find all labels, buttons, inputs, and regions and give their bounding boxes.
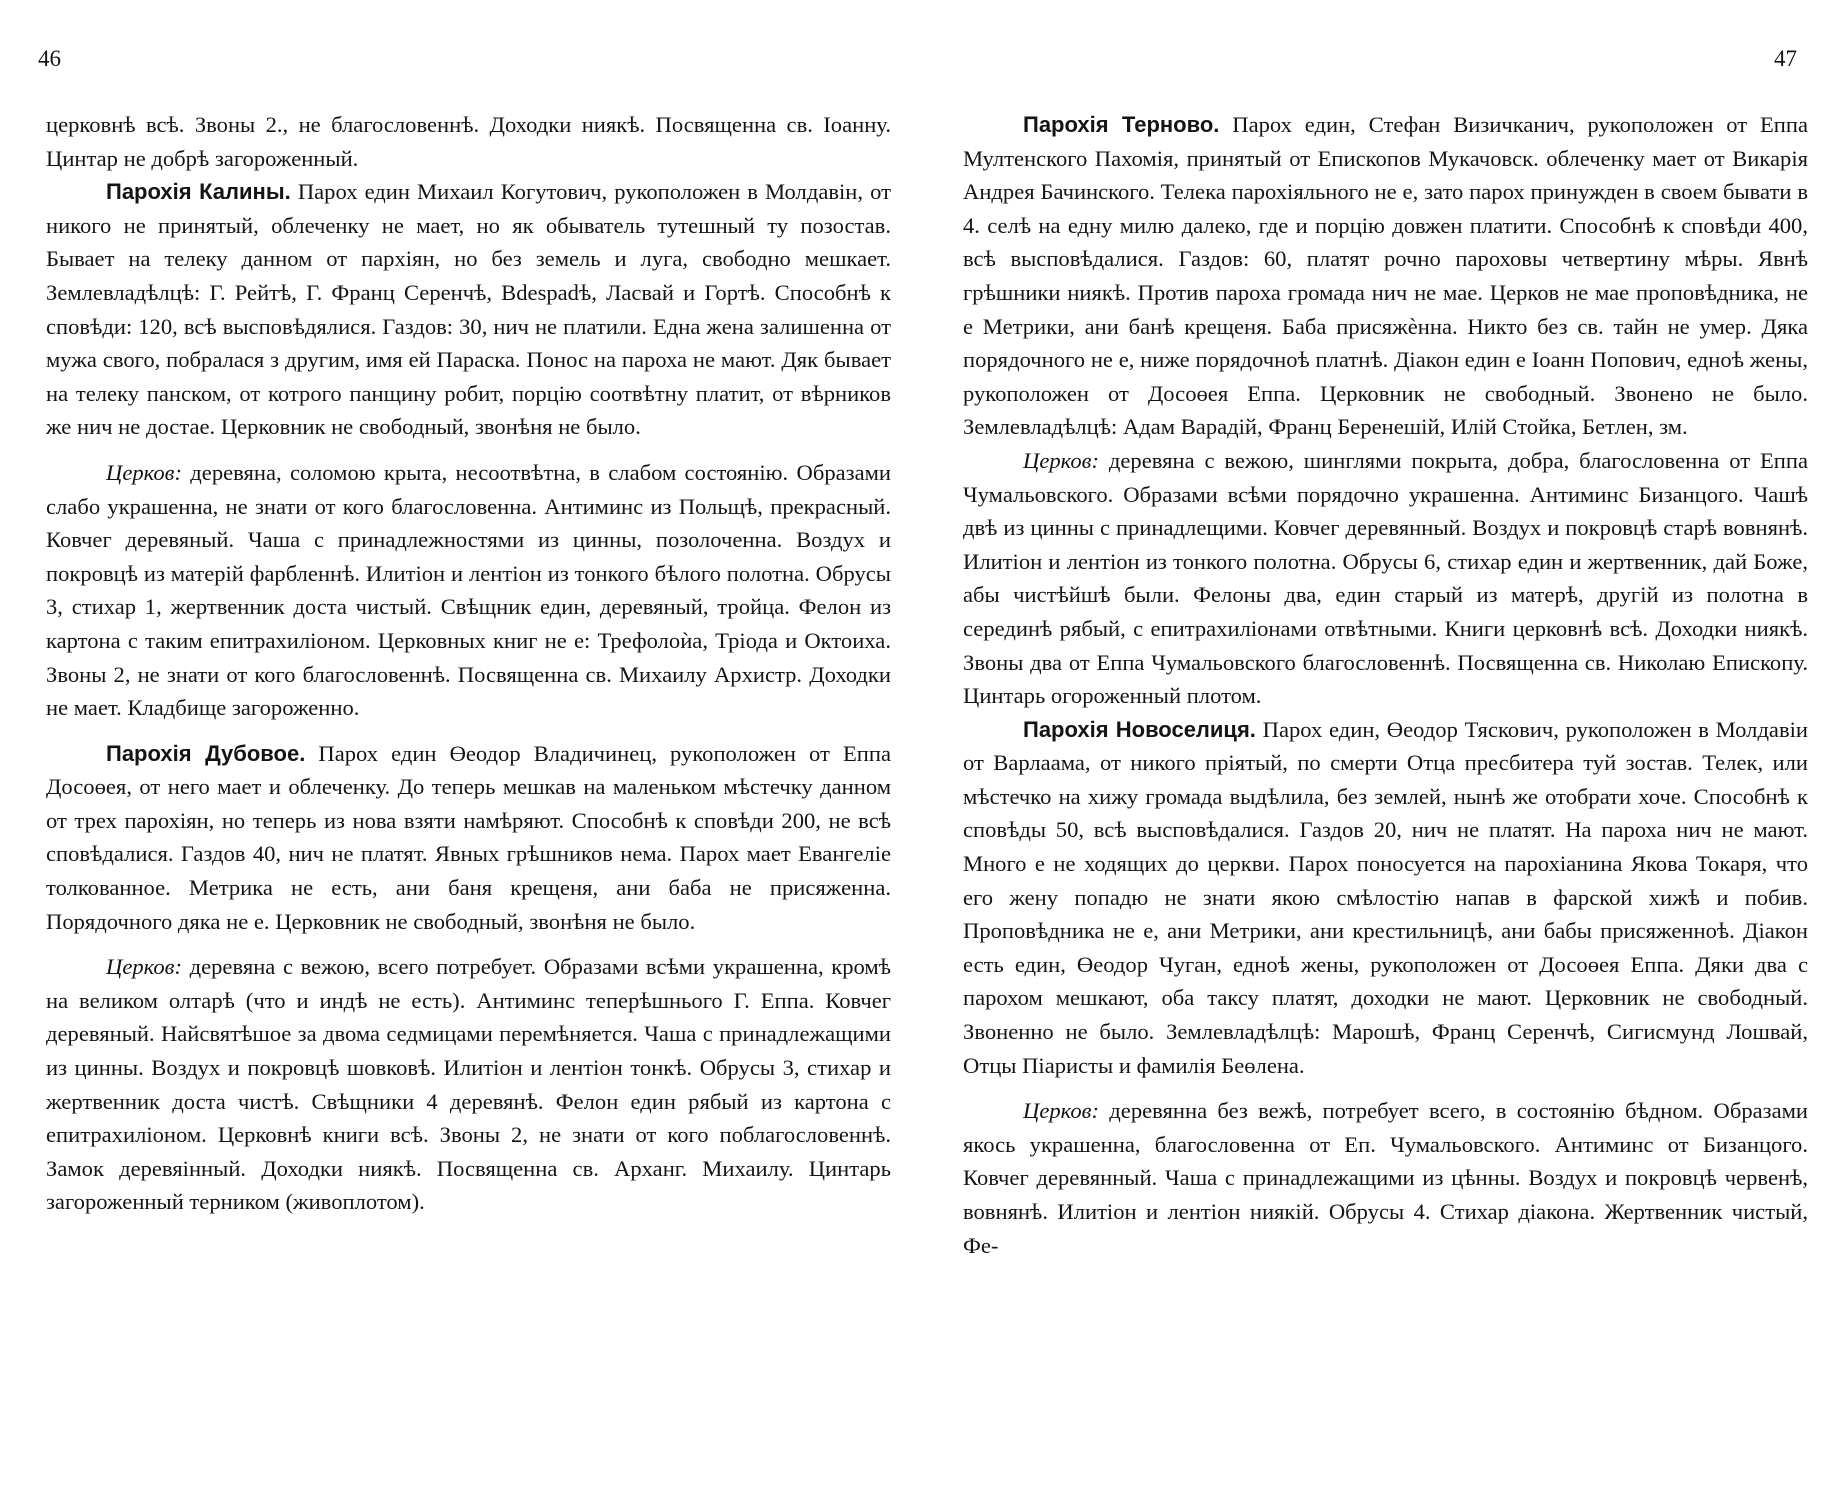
- page-number-right: 47: [1774, 46, 1797, 71]
- paragraph-parish-kaliny: [46, 175, 891, 444]
- paragraph-church-ternovo: [963, 444, 1808, 713]
- parish-heading: Парохія Новоселиця.: [1023, 716, 1256, 742]
- paragraph-text: деревянна без вежѣ, потребует всего, в состоянію бѣдном. Образами якось украшенна, благословенна от Еп. Чумальовского. Антиминс от Бизанцого. Ковчег деревянный. Чаша с принадлежащими из цѣнны. Воздух и покровцѣ червенѣ, вовнянѣ. Илитіон и лентіон ниякій. Обрусы 4. Стихар діакона. Жертвенник чистый, Фе-: [963, 1098, 1808, 1258]
- paragraph-continuation: [46, 108, 891, 175]
- paragraph-parish-ternovo: [963, 108, 1808, 444]
- page-number-left: 46: [38, 46, 61, 71]
- right-text-column: [963, 108, 1808, 1262]
- paragraph-church-kaliny: [46, 456, 891, 725]
- paragraph-text: Парох един Михаил Когутович, рукоположен в Молдавін, от никого не принятый, облеченку не мает, но як обыватель тутешный ту позостав. Бывает на телеку данном от пархіян, но без земель и луга, свободно мешкает. Землевладѣлцѣ: Г. Рейтѣ, Г. Франц Серенчѣ, Вdespadѣ, Ласвай и Гортѣ. Способнѣ к сповѣди: 120, всѣ высповѣдялися. Газдов: 30, нич не платили. Една жена залишенна от мужа свого, побралася з другим, имя ей Параска. Понос на пароха не мают. Дяк бывает на телеку панском, от котрого панщину робит, порцію соотвѣтну платит, от вѣрников же нич не достае. Церковник не свободный, звонѣня не было.: [46, 179, 891, 440]
- paragraph-church-novoselytsia: [963, 1094, 1808, 1262]
- paragraph-text: Парох един, Өеодор Тяскович, рукоположен в Молдавіи от Варлаама, от никого пріятый, по смерти Отца пресбитера туй зостав. Телек, или мѣстечко на хижу громада выдѣлила, без землей, нынѣ же отобрати хоче. Способнѣ к сповѣды 50, всѣ высповѣдалися. Газдов 20, нич не платят. На пароха нич не мают. Много е не ходящих до церкви. Парох поносуется на парохіанина Якова Токаря, что его жену попадю не знати якою смѣлостію напав в фарской хижѣ и побив. Проповѣдника не е, ани Метрики, ани крестильницѣ, ани бабы присяженноѣ. Діакон есть един, Өеодор Чуган, едноѣ жены, рукоположен от Досоөея Еппа. Дяки два с парохом мешкают, оба таксу платят, доходки не мают. Церковник не свободный. Звоненно не было. Землевладѣлцѣ: Марошѣ, Франц Серенчѣ, Сигисмунд Лошвай, Отцы Піаристы и фамилія Беөлена.: [963, 716, 1808, 1078]
- paragraph-text: деревяна с вежою, шинглями покрыта, добра, благословенна от Еппа Чумальовского. Образами всѣми порядочно украшенна. Антиминс Бизанцого. Чашѣ двѣ из цинны с принадлещими. Ковчег деревянный. Воздух и покровцѣ старѣ вовнянѣ. Илитіон и лентіон из тонкого полотна. Обрусы 6, стихар един и жертвенник, дай Боже, абы чистѣйшѣ были. Фелоны два, един старый из матерѣ, другій из полотна в серединѣ рябый, с епитрахиліонами отвѣтными. Книги церковнѣ всѣ. Доходки ниякѣ. Звоны два от Еппа Чумальовского благословеннѣ. Посвященна св. Николаю Епископу. Цинтарь огороженный плотом.: [963, 447, 1808, 709]
- church-heading: Церков:: [1023, 447, 1099, 473]
- paragraph-text: Парох един, Стефан Визичканич, рукоположен от Еппа Мултенского Пахомія, принятый от Епископов Мукачовск. облеченку мает от Викарія Андрея Бачинского. Телека парохіяльного не е, зато парох принужден в своем бывати в 4. селѣ на едну милю далеко, где и порцію довжен платити. Способнѣ к сповѣди 400, всѣ высповѣдалися. Газдов: 60, платят рочно пароховы четвертину мѣры. Явнѣ грѣшники ниякѣ. Против пароха громада нич не мае. Церков не мае проповѣдника, не е Метрики, ани банѣ крещеня. Баба присяжѐнна. Никто без св. тайн не умер. Дяка порядочного не е, ниже порядочноѣ платнѣ. Діакон един е Іоанн Попович, едноѣ жены, рукоположен от Досоөея Еппа. Церковник не свободный. Звонено не было. Землевладѣлцѣ: Адам Варадій, Франц Беренешій, Илій Стойка, Бетлен, зм.: [963, 112, 1808, 440]
- parish-heading: Парохія Терново.: [1023, 112, 1220, 137]
- left-text-column: [46, 108, 891, 1219]
- parish-heading: Парохія Дубовое.: [106, 740, 306, 766]
- parish-heading: Парохія Калины.: [106, 179, 291, 205]
- church-heading: Церков:: [1023, 1098, 1099, 1124]
- church-heading: Церков:: [106, 954, 182, 980]
- paragraph-parish-novoselytsia: [963, 713, 1808, 1083]
- paragraph-text: Парох един Өеодор Владичинец, рукоположен от Еппа Досоөея, от него мает и облеченку. До теперь мешкав на маленьком мѣстечку данном от трех парохіян, но теперь из нова взяти намѣряют. Способнѣ к сповѣди 200, не всѣ сповѣдалися. Газдов 40, нич не платят. Явных грѣшников нема. Парох мает Евангеліе толкованное. Метрика не есть, ани баня крещеня, ани баба не присяженна. Порядочного дяка не е. Церковник не свободный, звонѣня не было.: [46, 740, 891, 934]
- paragraph-text: церковнѣ всѣ. Звоны 2., не благословеннѣ. Доходки ниякѣ. Посвященна св. Іоанну. Цинтар не добрѣ загороженный.: [46, 112, 891, 171]
- church-heading: Церков:: [106, 459, 182, 485]
- paragraph-text: деревяна с вежою, всего потребует. Образами всѣми украшенна, кромѣ на великом олтарѣ (что и индѣ не есть). Антиминс теперѣшнього Г. Еппа. Ковчег деревяный. Найсвятѣшое за двома седмицами перемѣняется. Чаша с принадлежащими из цинны. Воздух и покровцѣ шовковѣ. Илитіон и лентіон тонкѣ. Обрусы 3, стихар и жертвенник доста чистѣ. Свѣщники 4 деревянѣ. Фелон един рябый из картона с епитрахиліоном. Церковнѣ книги всѣ. Звоны 2, не знати от кого поблагословеннѣ. Замок деревяінный. Доходки ниякѣ. Посвященна св. Арханг. Михаилу. Цинтарь загороженный терником (живоплотом).: [46, 954, 891, 1215]
- paragraph-parish-dubovoe: [46, 737, 891, 939]
- paragraph-church-dubovoe: [46, 950, 891, 1219]
- right-page: [923, 0, 1846, 1500]
- paragraph-text: деревяна, соломою крыта, несоотвѣтна, в слабом состоянію. Образами слабо украшенна, не знати от кого благословенна. Антиминс из Польщѣ, прекрасный. Ковчег деревяный. Чаша с принадлежностями из цинны, позолоченна. Воздух и покровцѣ из матерій фарбленнѣ. Илитіон и лентіон из тонкого бѣлого полотна. Обрусы 3, стихар 1, жертвенник доста чистый. Свѣщник един, деревяный, тройца. Фелон из картона с таким епитрахиліоном. Церковных книг не е: Трефолоѝа, Тріода и Октоиха. Звоны 2, не знати от кого благословеннѣ. Посвященна св. Михаилу Архистр. Доходки не мает. Кладбище загороженно.: [46, 459, 891, 721]
